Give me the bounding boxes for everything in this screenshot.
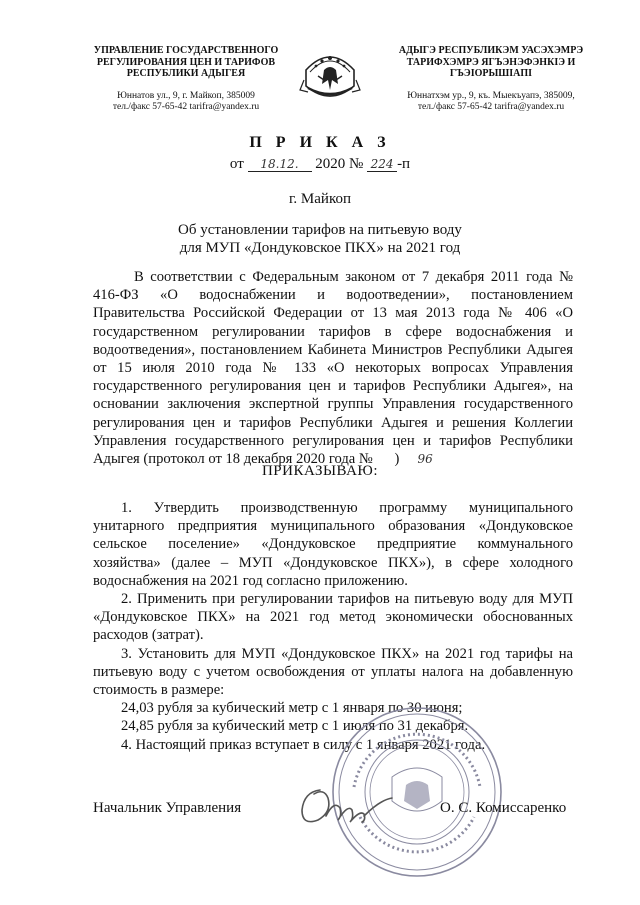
tariff-line-1: 24,03 рубля за кубический метр с 1 января по 30 июня; xyxy=(121,700,463,717)
header-left-contacts: тел./факс 57-65-42 tarifra@yandex.ru xyxy=(112,102,260,112)
order-year-number-prefix: 2020 № xyxy=(315,156,364,172)
order-title: П Р И К А З xyxy=(249,134,391,151)
order-number-suffix: -п xyxy=(397,156,411,172)
header-right-title-line-3: ГЪЭIОРЫШIAПI xyxy=(449,68,533,79)
header-left-title-line-2: РЕГУЛИРОВАНИЯ ЦЕН И ТАРИФОВ xyxy=(96,56,276,68)
order-subject-line-2: для МУП «Дондуковское ПКХ» на 2021 год xyxy=(179,240,461,256)
protocol-number-handwritten: 96 xyxy=(417,452,433,467)
order-number-handwritten: 224 xyxy=(367,157,397,172)
city: г. Майкоп xyxy=(288,191,352,207)
order-date-number-line xyxy=(0,156,640,173)
order-date-handwritten: 18.12. xyxy=(248,157,312,172)
header-left-title-line-1: УПРАВЛЕНИЕ ГОСУДАРСТВЕННОГО xyxy=(93,45,279,56)
order-date-prefix: от xyxy=(229,156,244,172)
order-item-4: 4. Настоящий приказ вступает в силу с 1 января 2021 года. xyxy=(121,736,486,753)
header-left-authority xyxy=(86,45,286,114)
signatory-name: О. С. Комиссаренко xyxy=(440,800,567,816)
header-left-address: Юннатов ул., 9, г. Майкоп, 385009 xyxy=(117,90,255,101)
order-item-1: 1. Утвердить производственную программу муниципального унитарного предприятия муниципального образования «Дондуковское сельское поселение» «Дондуковское предприятие коммунального хозяйства» (далее – МУП «Дондуковское ПКХ»), в сфере холодного водоснабжения на 2021 год согласно приложению. xyxy=(93,500,573,589)
header-right-authority xyxy=(378,45,604,114)
header-right-address: Юннатхэм ур., 9, къ. Мыекъуапэ, 385009, xyxy=(407,90,575,101)
order-subject-line-1: Об установлении тарифов на питьевую воду xyxy=(178,222,462,238)
header-right-title-line-2: ТАРИФХЭМРЭ ЯГЪЭНЭФЭНКIЭ И xyxy=(406,56,576,68)
order-item-3: 3. Установить для МУП «Дондуковское ПКХ» на 2021 год тарифы на питьевую воду с учетом освобождения от уплаты налога на добавленную стоимость в размере: xyxy=(93,645,573,699)
order-item-2: 2. Применить при регулировании тарифов на питьевую воду для МУП «Дондуковское ПКХ» на 2021 год метод экономически обоснованных расходов (затрат). xyxy=(93,591,573,644)
intro-text: В соответствии с Федеральным законом от 7 декабря 2011 года № 416-ФЗ «О водоснабжении и водоотведении», постановлением Правительства Российской Федерации от 13 мая 2013 года № 406 «О государственном регулировании тарифов в сфере водоснабжения и водоотведения», постановлением Кабинета Министров Республики Адыгея от 15 июля 2010 года № 133 «О некоторых вопросах Управления государственного регулирования цен и тарифов Республики Адыгея», на основании заключения экспертной группы Управления государственного регулирования цен и тарифов Республики Адыгея и решения Коллегии Управления государственного регулирования цен и тарифов Республики Адыгея (протокол от 18 декабря 2020 года № xyxy=(93,269,573,468)
intro-text-end: ) xyxy=(394,451,400,468)
header-right-contacts: тел./факс 57-65-42 tarifra@yandex.ru xyxy=(417,102,565,112)
header-left-title-line-3: РЕСПУБЛИКИ АДЫГЕЯ xyxy=(126,68,246,79)
header-right-title-line-1: АДЫГЭ РЕСПУБЛИКЭМ УАСЭХЭМРЭ xyxy=(398,45,584,56)
handwritten-signature-icon xyxy=(290,770,400,840)
prikazyvayu-heading: ПРИКАЗЫВАЮ: xyxy=(261,463,379,479)
intro-paragraph xyxy=(93,268,573,468)
tariff-line-2: 24,85 рубля за кубический метр с 1 июля по 31 декабря. xyxy=(121,718,469,735)
signatory-position: Начальник Управления xyxy=(93,800,242,816)
adygea-emblem-icon xyxy=(296,40,364,108)
